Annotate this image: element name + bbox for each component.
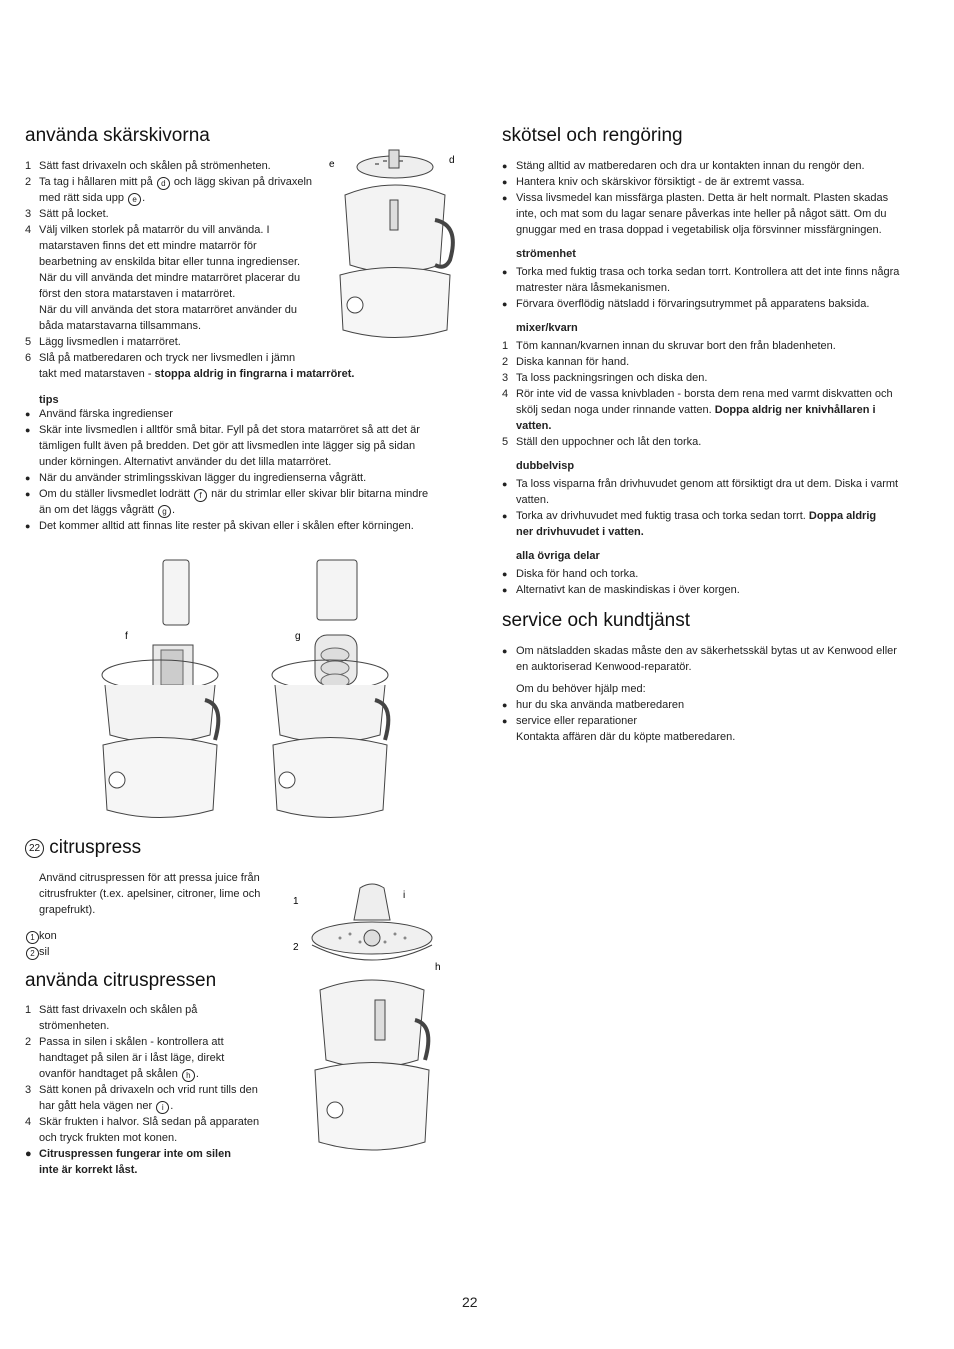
list-item: 3 Sätt konen på drivaxeln och vrid runt tills den har gått hela vägen ner i . bbox=[25, 1084, 258, 1112]
heading-power: strömenhet bbox=[516, 248, 576, 260]
list-item: ● Hantera kniv och skärskivor försiktigt - de är extremt vassa. bbox=[502, 174, 942, 190]
list-item: 3 Ta loss packningsringen och diska den. bbox=[502, 372, 708, 384]
list-item: ● Torka med fuktig trasa och torka sedan torrt. Kontrollera att det inte finns några matrester nära låsmekanismen. bbox=[502, 264, 942, 296]
figure-feed-horizontal bbox=[265, 555, 395, 825]
list-item: ● Om nätsladden skadas måste den av säkerhetsskäl bytas ut av Kenwood eller en auktoriserad Kenwood-reparatör. bbox=[502, 643, 942, 675]
list-item: ● Diska för hand och torka. bbox=[502, 566, 942, 582]
heading-other: alla övriga delar bbox=[516, 550, 600, 562]
list-item: ● När du använder strimlingsskivan lägger du ingredienserna vågrätt. bbox=[25, 470, 455, 486]
figure-disc-assembly bbox=[325, 145, 465, 355]
list-item: ● Vissa livsmedel kan missfärga plasten. Detta är helt normalt. Plasten skadas inte, och mat som du lagar senare påverkas inte heller på något sätt. Om du gnuggar med en trasa doppad i vegetabilisk olja försvinner missfärgningen. bbox=[502, 190, 942, 238]
list-item: 4 Rör inte vid de vassa knivbladen - borsta dem rena med varmt diskvatten och skölj sedan noga under rinnande vatten. Doppa aldrig ner knivhållaren i vatten. bbox=[502, 388, 893, 432]
heading-citrus: 22 citruspress bbox=[25, 837, 285, 859]
list-item: ● Ta loss visparna från drivhuvudet genom att försiktigt dra ut dem. Diska i varmt vatten. bbox=[502, 476, 942, 508]
label-i: i bbox=[403, 890, 406, 901]
list-item: 2 Diska kannan för hand. bbox=[502, 356, 630, 368]
heading-service: service och kundtjänst bbox=[502, 610, 690, 631]
care-list bbox=[502, 158, 942, 238]
whisk-list bbox=[502, 476, 942, 540]
label-f: f bbox=[125, 631, 128, 642]
list-item: ● service eller reparationer bbox=[502, 713, 942, 729]
list-item: ● Torka av drivhuvudet med fuktig trasa och torka sedan torrt. Doppa aldrig ner drivhuvudet i vatten. bbox=[502, 508, 942, 540]
label-h: h bbox=[435, 962, 441, 973]
list-item: ● Om du ställer livsmedlet lodrätt f när du strimlar eller skivar blir bitarna mindre än om det läggs vågrätt g . bbox=[25, 486, 455, 518]
list-item: ● Skär inte livsmedlen i alltför små bitar. Fyll på det stora matarröret så att det är tämligen fullt även på bredden. Det gör att livsmedlen inte lägger sig på sidan under körningen. Alternativt använder du det lilla matarröret. bbox=[25, 422, 455, 470]
citrus-parts bbox=[25, 928, 285, 960]
list-item: ● Stäng alltid av matberedaren och dra ur kontakten innan du rengör den. bbox=[502, 158, 942, 174]
figure-feed-vertical bbox=[95, 555, 225, 825]
page-number: 22 bbox=[462, 1294, 478, 1310]
heading-tips: tips bbox=[39, 394, 59, 406]
list-item: 2 Ta tag i hållaren mitt på d och lägg skivan på drivaxeln med rätt sida upp e . bbox=[25, 176, 313, 204]
list-item: 4 Välj vilken storlek på matarrör du vill använda. I matarstaven finns det ett mindre matarrör för bearbetning av enskilda bitar eller tunna ingredienser. När du vill använda det mindre matarröret placerar du först den stora matarstaven i matarröret. När du vill använda det stora matarröret använder du båda matarstavarna tillsammans. bbox=[25, 224, 301, 332]
list-item: ● Det kommer alltid att finnas lite rester på skivan eller i skålen efter körningen. bbox=[25, 518, 455, 534]
list-item: 5 Lägg livsmedlen i matarröret. bbox=[25, 336, 181, 348]
list-item: 1 Sätt fast drivaxeln och skålen på strömenheten. bbox=[25, 160, 271, 172]
heading-slicing: använda skärskivorna bbox=[25, 125, 210, 146]
list-item: 1 Sätt fast drivaxeln och skålen på strömenheten. bbox=[25, 1004, 198, 1032]
help-intro: Om du behöver hjälp med: bbox=[516, 683, 646, 695]
tips-list bbox=[25, 406, 455, 534]
list-item: ● Använd färska ingredienser bbox=[25, 406, 455, 422]
label-2: 2 bbox=[293, 942, 299, 953]
list-item: 1 Töm kannan/kvarnen innan du skruvar bort den från bladenheten. bbox=[502, 340, 836, 352]
heading-care: skötsel och rengöring bbox=[502, 125, 683, 146]
help-outro: Kontakta affären där du köpte matberedaren. bbox=[516, 731, 736, 743]
list-item: 6 Slå på matberedaren och tryck ner livsmedlen i jämn takt med matarstaven - stoppa aldrig in fingrarna i matarröret. bbox=[25, 352, 355, 380]
list-item: ● Alternativt kan de maskindiskas i över korgen. bbox=[502, 582, 942, 598]
list-item: 2 sil bbox=[25, 944, 285, 960]
list-item: ● Förvara överflödig nätsladd i förvaringsutrymmet på apparatens baksida. bbox=[502, 296, 942, 312]
mixer-list bbox=[502, 338, 942, 450]
list-item: ● hur du ska använda matberedaren bbox=[502, 697, 942, 713]
label-d: d bbox=[449, 155, 455, 166]
citrus-intro: Använd citruspressen för att pressa juice från citrusfrukter (t.ex. apelsiner, citroner, lime och grapefrukt). bbox=[39, 872, 261, 916]
heading-whisk: dubbelvisp bbox=[516, 460, 575, 472]
heading-citrus-use: använda citruspressen bbox=[25, 970, 217, 991]
other-list bbox=[502, 566, 942, 598]
figure-citrus-press bbox=[290, 880, 450, 1165]
label-1: 1 bbox=[293, 896, 299, 907]
power-list bbox=[502, 264, 942, 312]
help-list bbox=[502, 697, 942, 729]
service-list bbox=[502, 643, 942, 675]
section-care bbox=[502, 125, 942, 745]
list-item: ● Citruspressen fungerar inte om silen inte är korrekt låst. bbox=[25, 1148, 231, 1176]
heading-mixer: mixer/kvarn bbox=[516, 322, 578, 334]
label-e: e bbox=[329, 159, 335, 170]
list-item: 2 Passa in silen i skålen - kontrollera att handtaget på silen är i låst läge, direkt ovanför handtaget på skålen h . bbox=[25, 1036, 225, 1080]
list-item: 1 kon bbox=[25, 928, 285, 944]
section-citrus bbox=[25, 837, 285, 1178]
list-item: 4 Skär frukten i halvor. Slå sedan på apparaten och tryck frukten mot konen. bbox=[25, 1116, 260, 1144]
badge-22: 22 bbox=[25, 839, 44, 858]
citrus-steps bbox=[25, 1002, 285, 1178]
label-g: g bbox=[295, 631, 301, 642]
list-item: 3 Sätt på locket. bbox=[25, 208, 109, 220]
list-item: 5 Ställ den uppochner och låt den torka. bbox=[502, 436, 702, 448]
